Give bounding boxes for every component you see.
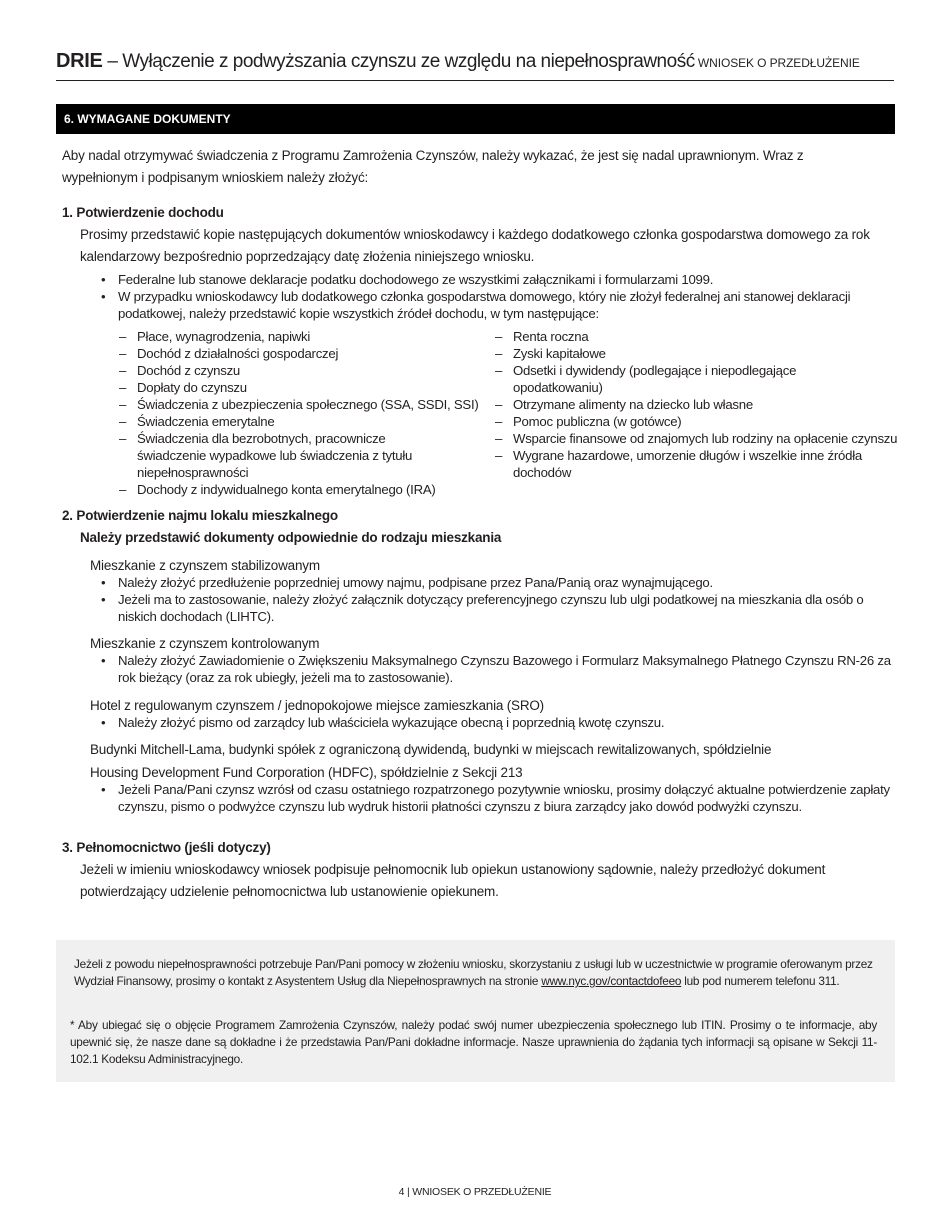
income-sources-left [119,328,484,498]
item1-heading: 1. Potwierdzenie dochodu [62,205,224,220]
footer-form-name: WNIOSEK O PRZEDŁUŻENIE [412,1186,552,1198]
program-acronym: DRIE [56,50,103,72]
hotel-list [99,714,894,731]
mitchell-list [99,781,894,815]
dash-icon: – [119,482,127,497]
bullet-icon: • [101,289,106,304]
bullet-icon: • [101,592,106,607]
dash-icon: – [119,414,127,429]
list-item: – Zyski kapitałowe [495,346,606,361]
dash-icon: – [119,363,127,378]
form-name: WNIOSEK O PRZEDŁUŻENIE [694,56,860,70]
dash-icon: – [119,329,127,344]
hotel-title: Hotel z regulowanym czynszem / jednopokojowe miejsce zamieszkania (SRO) [90,698,544,713]
list-item: • W przypadku wnioskodawcy lub dodatkowego członka gospodarstwa domowego, który nie złożył federalnej ani stanowej deklaracji podatkowej, należy przedstawić kopie wszystkich źródeł dochodu, w tym następujące: [101,289,851,321]
item3-heading: 3. Pełnomocnictwo (jeśli dotyczy) [62,840,271,855]
page-number: 4 [398,1186,405,1198]
list-item: • Należy złożyć Zawiadomienie o Zwiększeniu Maksymalnego Czynszu Bazowego i Formularz Maksymalnego Płatnego Czynszu RN-26 za rok bieżący (oraz za rok ubiegły, jeżeli ma to zastosowanie). [101,653,891,685]
dash-icon: – [495,346,503,361]
list-item: – Świadczenia z ubezpieczenia społecznego (SSA, SSDI, SSI) [119,397,479,412]
dash-icon: – [495,397,503,412]
ssn-footnote: * Aby ubiegać się o objęcie Programem Zamrożenia Czynszów, należy podać swój numer ubezpieczenia społecznego lub ITIN. Prosimy o te informacje, aby upewnić się, że nasze dane są dokładne i że przedstawia Pan/Pani dokładne informacje. Nasze uprawnienia do żądania tych informacji są opisane w Sekcji 11-102.1 Kodeksu Administracyjnego. [70,1018,877,1066]
dash-icon: – [119,397,127,412]
list-item: – Odsetki i dywidendy (podlegające i niepodlegające opodatkowaniu) [495,363,797,395]
dash-icon: – [495,329,503,344]
item1-body: Prosimy przedstawić kopie następujących dokumentów wnioskodawcy i każdego dodatkowego członka gospodarstwa domowego za rok kalendarzowy bezpośrednio poprzedzający datę złożenia niniejszego wniosku. [80,227,870,264]
page-footer: 4 | WNIOSEK O PRZEDŁUŻENIE [398,1186,552,1198]
bullet-icon: • [101,782,106,797]
list-item: – Wsparcie finansowe od znajomych lub rodziny na opłacenie czynszu [495,431,898,446]
list-item: – Dochód z działalności gospodarczej [119,346,339,361]
page-header [56,50,894,81]
list-item: – Świadczenia emerytalne [119,414,275,429]
bullet-icon: • [101,653,106,668]
list-item: • Jeżeli ma to zastosowanie, należy złożyć załącznik dotyczący preferencyjnego czynszu lub ulgi podatkowej na mieszkania dla osób o niskich dochodach (LIHTC). [101,592,864,624]
dash-icon: – [119,346,127,361]
stabilized-list [99,574,894,625]
list-item: – Renta roczna [495,329,589,344]
dash-icon: – [495,363,503,378]
page-title: – Wyłączenie z podwyższania czynszu ze względu na niepełnosprawność [102,51,695,72]
dash-icon: – [495,431,503,446]
contact-link[interactable]: www.nyc.gov/contactdofeeo [541,974,682,988]
controlled-list [99,652,899,686]
list-item: • Jeżeli Pana/Pani czynsz wzrósł od czasu ostatniego rozpatrzonego pozytywnie wniosku, prosimy dołączyć aktualne potwierdzenie zapłaty czynszu, pismo o podwyżce czynszu lub wydruk historii płatności czynszu z biura zarządcy jako dowód podwyżki czynszu. [101,782,890,814]
list-item: – Dopłaty do czynszu [119,380,247,395]
mitchell-title-line1: Budynki Mitchell-Lama, budynki spółek z ograniczoną dywidendą, budynki w miejscach rewitalizowanych, spółdzielnie [90,742,772,757]
section-heading-bar: 6. WYMAGANE DOKUMENTY [56,104,895,134]
item2-heading: 2. Potwierdzenie najmu lokalu mieszkalnego [62,508,338,523]
list-item: – Dochód z czynszu [119,363,241,378]
dash-icon: – [119,380,127,395]
bullet-icon: • [101,272,106,287]
income-sources-right [495,328,898,481]
dash-icon: – [119,431,127,446]
mitchell-title-line2: Housing Development Fund Corporation (HDFC), spółdzielnie z Sekcji 213 [90,765,523,780]
list-item: • Należy złożyć pismo od zarządcy lub właściciela wykazujące obecną i poprzednią kwotę czynszu. [101,715,665,730]
notice-box [56,940,895,1082]
list-item: – Płace, wynagrodzenia, napiwki [119,329,311,344]
bullet-icon: • [101,715,106,730]
item2-subheading: Należy przedstawić dokumenty odpowiednie do rodzaju mieszkania [80,530,502,545]
list-item: – Pomoc publiczna (w gotówce) [495,414,682,429]
bullet-icon: • [101,575,106,590]
item1-bullet-list [99,271,889,322]
stabilized-title: Mieszkanie z czynszem stabilizowanym [90,558,320,573]
list-item: – Dochody z indywidualnego konta emerytalnego (IRA) [119,482,436,497]
list-item: – Wygrane hazardowe, umorzenie długów i wszelkie inne źródła dochodów [495,448,862,480]
item3-body: Jeżeli w imieniu wnioskodawcy wniosek podpisuje pełnomocnik lub opiekun ustanowiony sądownie, należy przedłożyć dokument potwierdzający udzielenie pełnomocnictwa lub ustanowienie opiekunem. [80,862,826,899]
list-item: • Federalne lub stanowe deklaracje podatku dochodowego ze wszystkimi załącznikami i formularzami 1099. [101,272,714,287]
list-item: – Otrzymane alimenty na dziecko lub własne [495,397,753,412]
accessibility-notice: Jeżeli z powodu niepełnosprawności potrzebuje Pan/Pani pomocy w złożeniu wniosku, skorzystaniu z usługi lub w uczestnictwie w programie oferowanym przez Wydział Finansowy, prosimy o kontakt z Asystentem Usług dla Niepełnosprawnych na stronie www.nyc.gov/contactdofeeo lub pod numerem telefonu 311. [74,957,873,988]
list-item: – Świadczenia dla bezrobotnych, pracownicze świadczenie wypadkowe lub świadczenia z tytułu niepełnosprawności [119,431,413,480]
list-item: • Należy złożyć przedłużenie poprzedniej umowy najmu, podpisane przez Pana/Panią oraz wynajmującego. [101,575,713,590]
dash-icon: – [495,448,503,463]
dash-icon: – [495,414,503,429]
controlled-title: Mieszkanie z czynszem kontrolowanym [90,636,320,651]
section-intro: Aby nadal otrzymywać świadczenia z Programu Zamrożenia Czynszów, należy wykazać, że jest się nadal uprawnionym. Wraz z wypełnionym i podpisanym wnioskiem należy złożyć: [62,148,804,185]
